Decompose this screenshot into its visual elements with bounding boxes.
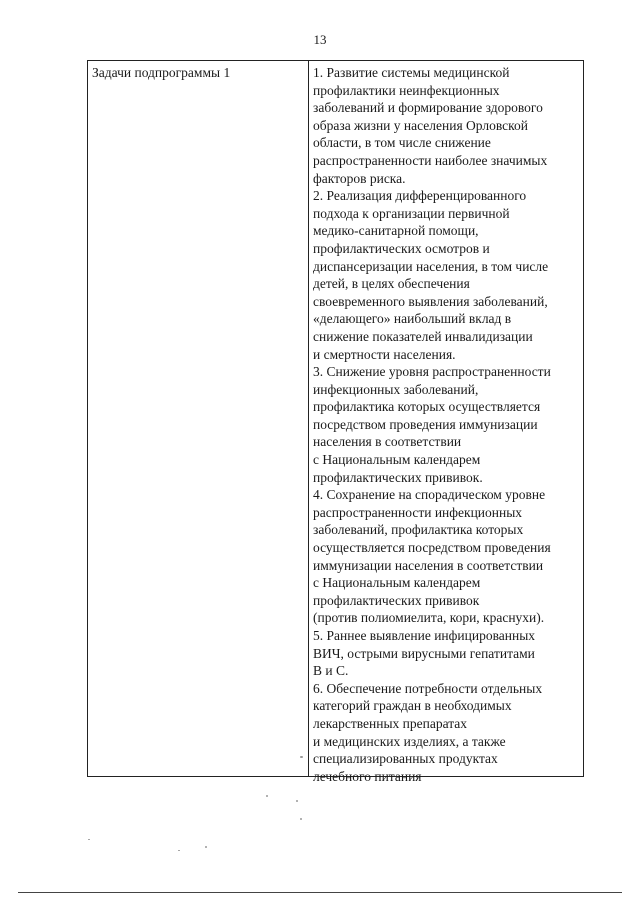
page-number: 13 <box>313 32 327 47</box>
scan-speck <box>300 756 303 758</box>
task-line: снижение показателей инвалидизации <box>313 328 533 344</box>
tasks-cell <box>309 61 583 784</box>
task-item <box>313 486 579 627</box>
scan-speck <box>178 850 180 851</box>
task-line: 2. Реализация дифференцированного <box>313 188 527 204</box>
task-line: заболеваний и формирование здорового <box>313 100 543 116</box>
task-line: образа жизни у населения Орловской <box>313 117 528 133</box>
task-line: медико-санитарной помощи, <box>313 223 479 239</box>
task-item <box>313 187 579 363</box>
task-line: и медицинских изделиях, а также <box>313 733 506 749</box>
task-line: лечебного питания <box>313 768 422 784</box>
task-line: категорий граждан в необходимых <box>313 698 512 714</box>
task-line: 4. Сохранение на спорадическом уровне <box>313 487 546 503</box>
task-line: инфекционных заболеваний, <box>313 381 479 397</box>
task-line: распространенности инфекционных <box>313 504 523 520</box>
task-item <box>313 363 579 486</box>
task-line: факторов риска. <box>313 170 406 186</box>
task-line: «делающего» наибольший вклад в <box>313 311 512 327</box>
task-line: посредством проведения иммунизации <box>313 416 538 432</box>
task-line: профилактика которых осуществляется <box>313 399 541 415</box>
program-table <box>87 60 584 784</box>
page-bottom-rule <box>18 892 622 893</box>
task-item <box>313 64 579 187</box>
row-label: Задачи подпрограммы 1 <box>92 65 231 80</box>
row-label-cell <box>88 61 309 776</box>
task-line: 3. Снижение уровня распространенности <box>313 364 551 380</box>
scan-speck <box>266 795 268 797</box>
task-line: лекарственных препаратах <box>313 715 468 731</box>
task-line: 1. Развитие системы медицинской <box>313 65 510 80</box>
task-line: осуществляется посредством проведения <box>313 540 551 556</box>
task-line: иммунизации населения в соответствии <box>313 557 544 573</box>
task-line: профилактики неинфекционных <box>313 82 500 98</box>
task-line: профилактических осмотров и <box>313 240 490 256</box>
task-line: населения в соответствии <box>313 434 462 450</box>
task-line: 5. Раннее выявление инфицированных <box>313 628 536 643</box>
task-line: специализированных продуктах <box>313 751 498 767</box>
task-line: области, в том числе снижение <box>313 135 491 151</box>
task-line: распространенности наиболее значимых <box>313 152 548 168</box>
task-line: ВИЧ, острыми вирусными гепатитами <box>313 645 535 661</box>
task-line: профилактических прививок <box>313 592 480 608</box>
task-line: с Национальным календарем <box>313 575 481 591</box>
task-line: (против полиомиелита, кори, краснухи). <box>313 610 545 626</box>
scan-speck <box>205 846 207 848</box>
task-line: В и С. <box>313 663 349 679</box>
task-line: заболеваний, профилактика которых <box>313 522 524 538</box>
task-item <box>313 627 579 680</box>
task-line: диспансеризации населения, в том числе <box>313 258 549 274</box>
scan-speck <box>88 839 90 840</box>
task-line: подхода к организации первичной <box>313 205 510 221</box>
task-line: с Национальным календарем <box>313 452 481 468</box>
scan-speck <box>296 800 298 802</box>
task-line: детей, в целях обеспечения <box>313 276 470 292</box>
task-line: профилактических прививок. <box>313 469 483 485</box>
task-line: 6. Обеспечение потребности отдельных <box>313 680 543 696</box>
scan-speck <box>300 818 302 820</box>
task-line: своевременного выявления заболеваний, <box>313 293 548 309</box>
task-line: и смертности населения. <box>313 346 456 362</box>
task-item <box>313 680 579 786</box>
